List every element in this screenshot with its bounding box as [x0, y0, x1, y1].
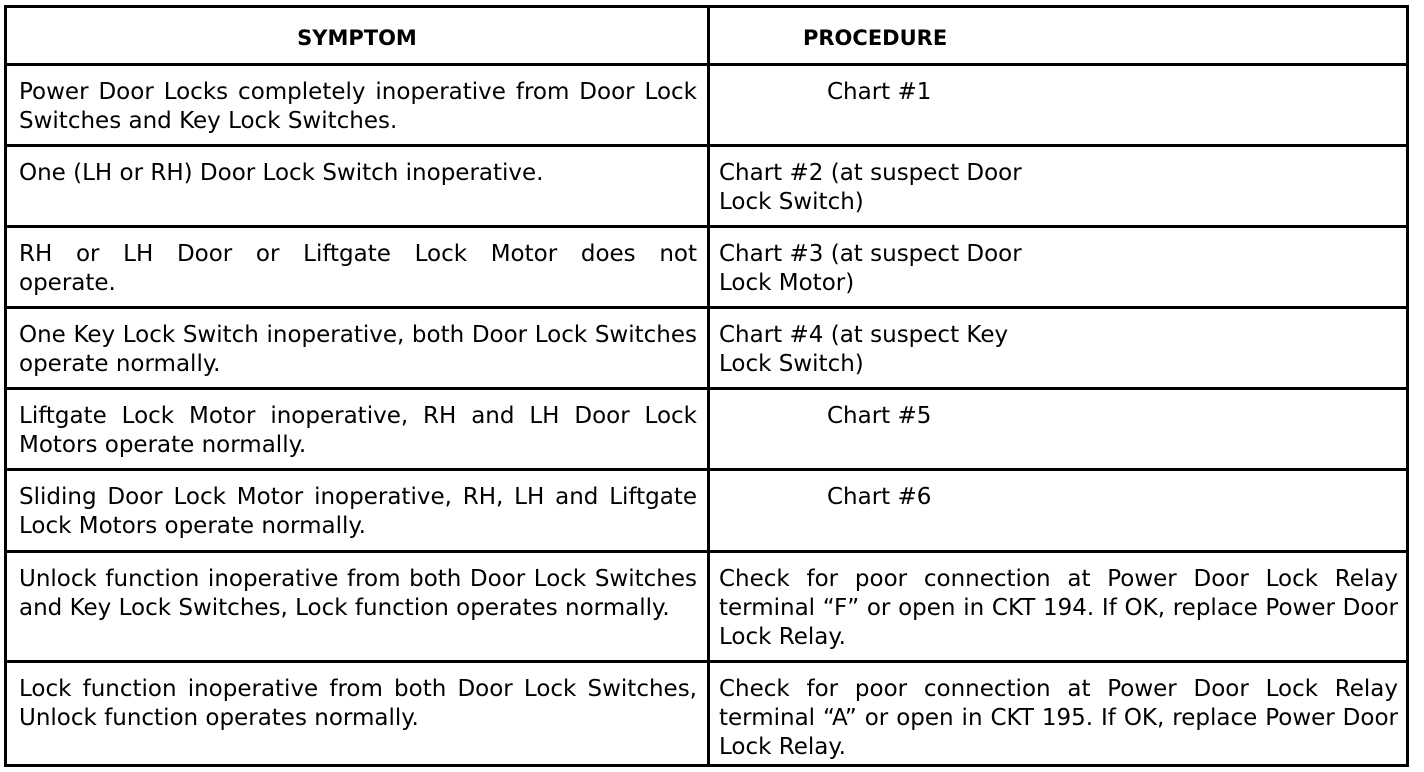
procedure-cell: Chart #6 — [827, 484, 932, 510]
procedure-cell: Chart #4 (at suspect Key Lock Switch) — [719, 322, 1009, 377]
procedure-cell: Chart #3 (at suspect Door Lock Motor) — [719, 241, 1022, 296]
column-divider — [707, 8, 710, 764]
symptom-cell: One (LH or RH) Door Lock Switch inoperative. — [19, 160, 544, 186]
diagnosis-table — [4, 5, 1409, 767]
procedure-cell: Check for poor connection at Power Door Lock Relay terminal “F” or open in CKT 194. If OK, replace Power Door Lock Relay. — [719, 566, 1398, 650]
procedure-cell: Check for poor connection at Power Door Lock Relay terminal “A” or open in CKT 195. If OK, replace Power Door Lock Relay. — [719, 676, 1398, 760]
symptom-cell: One Key Lock Switch inoperative, both Door Lock Switches operate normally. — [19, 322, 697, 377]
symptom-cell: Power Door Locks completely inoperative from Door Lock Switches and Key Lock Switches. — [19, 79, 697, 134]
procedure-cell: Chart #1 — [827, 79, 932, 105]
symptom-cell: Liftgate Lock Motor inoperative, RH and LH Door Lock Motors operate normally. — [19, 403, 697, 458]
symptom-cell: Unlock function inoperative from both Door Lock Switches and Key Lock Switches, Lock function operates normally. — [19, 566, 697, 621]
symptom-header: SYMPTOM — [297, 26, 417, 50]
symptom-cell: RH or LH Door or Liftgate Lock Motor does not operate. — [19, 241, 697, 296]
symptom-cell: Lock function inoperative from both Door Lock Switches, Unlock function operates normally. — [19, 676, 697, 731]
procedure-cell: Chart #5 — [827, 403, 932, 429]
symptom-cell: Sliding Door Lock Motor inoperative, RH, LH and Liftgate Lock Motors operate normally. — [19, 484, 697, 539]
procedure-header: PROCEDURE — [803, 26, 948, 50]
procedure-cell: Chart #2 (at suspect Door Lock Switch) — [719, 160, 1022, 215]
